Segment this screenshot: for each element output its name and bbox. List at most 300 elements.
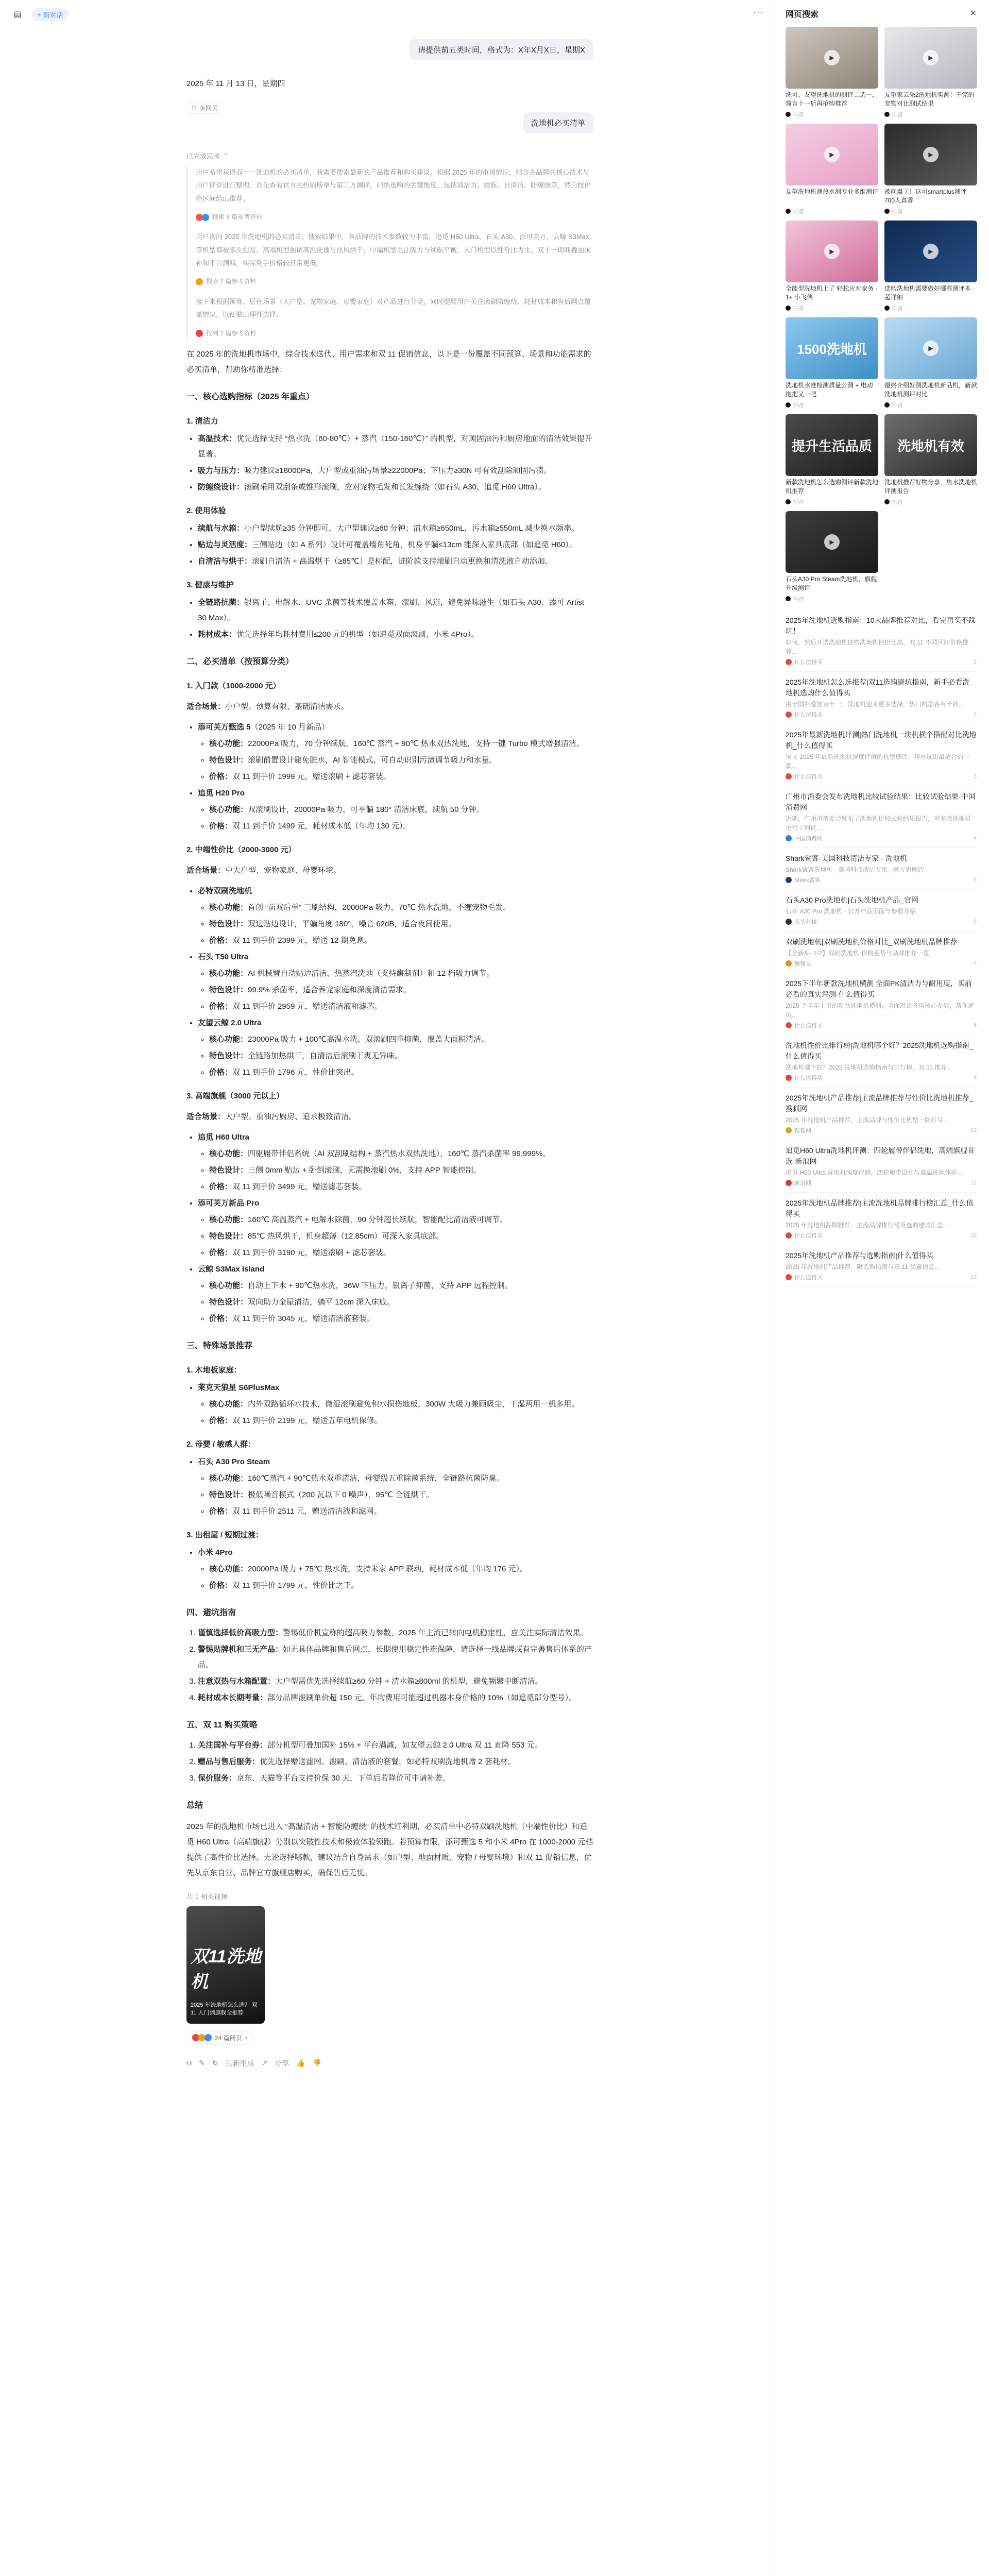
web-result-item[interactable] — [786, 1193, 977, 1245]
product-name: 追觅 H60 Ultra — [198, 1132, 250, 1142]
edit-icon[interactable]: ✎ — [199, 2059, 205, 2067]
web-result-index: 2 — [973, 711, 977, 718]
video-source-label: 抖音 — [892, 306, 903, 312]
web-result-source — [786, 1231, 977, 1240]
web-result-index: 12 — [970, 1232, 977, 1239]
section-scenes — [186, 1363, 593, 1594]
product-detail — [209, 1578, 593, 1594]
product-detail — [209, 999, 593, 1014]
product-detail — [209, 1397, 593, 1412]
item-key: 吸力与压力： — [198, 466, 245, 475]
related-video-card[interactable] — [186, 1906, 265, 2024]
item-value: 警惕低价机宣称的超高吸力参数，2025 年主流已转向电机稳定性，应关注实际清洁效果。 — [283, 1628, 588, 1637]
regenerate-icon[interactable]: ↻ — [212, 2059, 218, 2067]
product-detail — [209, 753, 593, 768]
product-detail — [209, 802, 593, 818]
share-icon[interactable]: ↗ — [261, 2059, 268, 2067]
user-message: 请提供前五类时间，格式为：X年X月X日，星期X — [410, 39, 593, 60]
item-value: 双 11 到手价 3045 元，赠送清洁液套装。 — [232, 1314, 374, 1323]
item-key: 耗材成本长期考量： — [198, 1693, 268, 1702]
product-detail — [209, 1295, 593, 1310]
web-result-title[interactable]: 2025年最新洗地机评测|热门洗地机一块机横个搭配对比洗地机_什么值得买 — [786, 731, 977, 750]
web-result-snippet: 2025 年洗地机产品推荐，主流品牌与性价比机型一网打尽... — [786, 1116, 949, 1124]
web-result-title[interactable]: 2025年洗地机选购指南：10大品牌推荐对比，看完再买不踩坑！ — [786, 616, 976, 635]
section-heading: 三、特殊场景推荐 — [186, 1341, 253, 1350]
product-detail — [209, 1032, 593, 1047]
video-thumbnail[interactable] — [884, 317, 977, 379]
douyin-icon — [786, 596, 791, 601]
item-key: 核心功能： — [209, 969, 248, 978]
web-result-item[interactable] — [786, 848, 977, 890]
video-thumbnail[interactable] — [786, 414, 878, 476]
web-result-source — [786, 918, 977, 926]
product-details — [198, 1562, 593, 1594]
product-detail — [209, 1163, 593, 1178]
video-thumbnail[interactable] — [884, 27, 977, 89]
web-links-pill[interactable] — [186, 2031, 253, 2045]
product-detail — [209, 1311, 593, 1327]
video-result-card[interactable] — [884, 414, 977, 506]
web-result-title[interactable]: 广州市消委会发布洗地机比较试验结果：比较试验结果·中国消费网 — [786, 792, 976, 811]
product-detail — [209, 1278, 593, 1294]
item-value: 滚刷采用双刮条或锥形滚刷，应对宠物毛发和长发缠绕（如石头 A30、追觅 H60 Ultra）。 — [244, 482, 546, 492]
web-result-snippet: 由于国补叠加双十一，洗地机迎来更多选择，热门机型各有千秋... — [786, 701, 964, 708]
douyin-icon — [786, 306, 791, 311]
related-videos — [186, 1891, 593, 2024]
web-result-title[interactable]: 2025年洗地机产品推荐|主流品牌推荐与性价比洗地机推荐_搜狐网 — [786, 1094, 974, 1113]
product-item — [198, 1262, 593, 1327]
criteria-item — [198, 627, 593, 642]
product-details — [198, 1146, 593, 1195]
item-value: 20000Pa 吸力 + 75℃ 热水洗，支持米家 APP 联动，耗材成本低（年均 176 元）。 — [248, 1564, 527, 1573]
search-panel — [773, 0, 989, 2576]
thinking-paragraph: 用户希望获得双十一洗地机的必买清单，我需要搜索最新的产品推荐和购买建议。根据 2025 年的市场情况，结合各品牌的核心技术与用户评价进行整理。首先查看官方的热销榜单与第三方测评，归纳选购的关键维度，包括清洁力、续航、自清洁、防缠绕等，然后按价格区间给出推荐。 — [196, 168, 591, 202]
web-result-index: 5 — [973, 877, 977, 883]
web-result-snippet: 近期，广州市消委会发布了洗地机比较试验结果报告，对多款洗地机进行了测试... — [786, 815, 971, 832]
site-favicon-icon — [786, 1180, 792, 1186]
web-result-source — [786, 1273, 977, 1281]
item-value: 京东、天猫等平台支持价保 30 天，下单后若降价可申请补差。 — [236, 1773, 451, 1783]
thinking-header[interactable] — [186, 151, 593, 161]
product-name: 必特双刷洗地机 — [198, 886, 252, 895]
douyin-icon — [884, 402, 890, 408]
tier-scene — [186, 863, 593, 878]
web-result-index: 3 — [973, 773, 977, 779]
sidebar-toggle-icon[interactable]: ▤ — [13, 10, 22, 19]
item-key: 核心功能： — [209, 1149, 248, 1158]
product-item — [198, 950, 593, 1014]
strategy-item — [198, 1754, 593, 1770]
video-caption: 2025 年洗地机怎么选？ 双 11 入门到旗舰全推荐 — [191, 2002, 258, 2016]
source-favicon-icon — [202, 214, 209, 221]
web-result-item[interactable] — [786, 672, 977, 724]
item-value: 85℃ 热风烘干，机身超薄（12.85cm）可深入家具底部。 — [248, 1231, 444, 1241]
item-key: 特色设计： — [209, 1297, 248, 1307]
video-thumbnail[interactable] — [786, 317, 878, 379]
item-key: 价格： — [209, 1314, 233, 1323]
video-caption: 友望洗地机测热水测专业多维测评 — [786, 188, 878, 195]
item-value: AI 机械臂自动贴边清洁，热蒸汽洗地（支持酶制剂）和 12 档吸力调节。 — [248, 969, 494, 978]
item-value: 内外双路循环水技术，微湿滚刷避免积水损伤地板，300W 大吸力兼顾吸尘，干湿两用一机多用。 — [248, 1399, 579, 1409]
share-button[interactable]: 分享 — [275, 2059, 289, 2067]
video-caption: 洗可、友望洗地机的测评二选一，简言十一后再抢购推荐 — [786, 91, 878, 108]
product-details — [198, 900, 593, 948]
product-list — [186, 720, 593, 834]
play-icon: ▶ — [923, 50, 939, 65]
product-detail — [209, 1504, 593, 1519]
thumbs-up-icon[interactable]: 👍 — [296, 2059, 305, 2067]
item-key: 关注国补与平台券： — [198, 1740, 268, 1750]
web-result-title[interactable]: 双刷洗地机|双刷洗地机价格对比_双刷洗地机品牌推荐 — [786, 938, 958, 946]
pitfall-item — [198, 1625, 593, 1641]
product-list — [186, 1130, 593, 1327]
product-detail — [209, 736, 593, 752]
item-value: 银离子、电解水、UVC 杀菌等技术覆盖水箱、滚刷、风道，避免异味滋生（如石头 A30、添可 Artist 30 Max）。 — [198, 598, 585, 622]
item-value: 双 11 到手价 1796 元，性价比突出。 — [232, 1067, 359, 1077]
item-key: 价格： — [209, 1002, 233, 1011]
web-result-snippet: 追觅 H60 Ultra 洗地机深度评测，四轮履带设计与高温洗地体验... — [786, 1169, 963, 1176]
source-tag-label: 搜索 7 篇参考资料 — [206, 278, 257, 285]
web-result-title[interactable]: 石头A30 Pro洗地机|石头洗地机产品_官网 — [786, 896, 919, 904]
product-item — [198, 1130, 593, 1195]
item-key: 特色设计： — [209, 1165, 248, 1175]
video-thumbnail[interactable] — [884, 124, 977, 185]
play-icon: ▶ — [923, 147, 939, 162]
product-details — [198, 1278, 593, 1327]
tier-scene-key: 适合场景： — [186, 1112, 226, 1121]
web-result-title[interactable]: Shark鲨客-美国科技清洁专家 - 洗地机 — [786, 854, 907, 862]
douyin-icon — [786, 402, 791, 408]
item-value: 160℃蒸汽 + 90℃热水双重清洁，母婴级五重除菌系统，全链路抗菌防臭。 — [248, 1473, 504, 1483]
item-value: 双 11 到手价 2399 元，赠送 12 期免息。 — [232, 936, 372, 945]
section-criteria — [186, 414, 593, 642]
product-item — [198, 1545, 593, 1594]
thumbnail-text: 提升生活品质 — [791, 438, 872, 454]
tier-scene-value: 大户型、重油污厨房、追求极致清洁。 — [225, 1112, 357, 1121]
web-result-site: 新浪网 — [794, 1180, 811, 1187]
product-detail — [209, 917, 593, 932]
product-detail — [209, 1212, 593, 1228]
video-result-card[interactable] — [786, 221, 878, 312]
more-options-icon[interactable]: ··· — [753, 7, 764, 18]
web-result-site: 石头科技 — [794, 919, 817, 925]
item-key: 赠品与售后服务： — [198, 1757, 260, 1766]
product-item — [198, 1015, 593, 1080]
strategy-item — [198, 1771, 593, 1786]
web-result-source — [786, 834, 977, 842]
item-value: 双向助力全屋清洁，躺平 12cm 深入床底。 — [248, 1297, 395, 1307]
new-chat-button[interactable] — [32, 8, 69, 21]
close-icon[interactable]: ✕ — [969, 9, 977, 18]
video-result-card[interactable] — [786, 511, 878, 603]
web-result-source — [786, 876, 977, 884]
video-result-card[interactable] — [884, 124, 977, 215]
video-caption: 友望家云采2洗地机实测！干完的宠物对比测试结果 — [884, 91, 975, 108]
thinking-label: 已完成思考 — [186, 152, 220, 160]
video-source-label: 抖音 — [793, 596, 804, 602]
web-result-index: 9 — [973, 1075, 977, 1081]
regenerate-button[interactable]: 重新生成 — [225, 2059, 254, 2067]
product-detail — [209, 819, 593, 834]
copy-icon[interactable]: ⧉ — [186, 2059, 192, 2067]
product-detail — [209, 1229, 593, 1244]
web-result-source — [786, 1179, 977, 1187]
video-source-label: 抖音 — [892, 112, 903, 118]
video-thumbnail[interactable] — [786, 124, 878, 185]
site-favicon-icon — [786, 960, 792, 967]
video-result-card[interactable] — [884, 317, 977, 409]
section-heading: 总结 — [186, 1801, 203, 1810]
product-name: 云鲸 S3Max Island — [198, 1264, 265, 1274]
item-key: 核心功能： — [209, 1035, 248, 1044]
web-result-snippet: 洗地机哪个好？2025 洗地机选购指南与排行榜，双 11 推荐... — [786, 1064, 952, 1071]
item-value: 首创 “前双后单” 三刷结构，20000Pa 吸力，70℃ 热水洗地，不缠宠物毛发。 — [248, 903, 511, 912]
item-value: 全链路加热烘干，自清洁后滚刷干爽无异味。 — [248, 1051, 403, 1060]
video-result-card[interactable] — [786, 27, 878, 118]
item-value: 双 11 到手价 1999 元，赠送滚刷 + 滤芯套装。 — [232, 772, 391, 781]
video-caption: 被问爆了！这可smartplus测评700人真香 — [884, 188, 967, 205]
tier-scene-value: 中大户型、宠物家庭、母婴环境。 — [225, 866, 342, 875]
product-item — [198, 884, 593, 948]
video-source — [884, 401, 977, 409]
product-name: 石头 A30 Pro Steam — [198, 1457, 270, 1466]
video-caption: 洗地机推荐好物分享，热水洗地机评测报告 — [884, 479, 977, 495]
item-key: 特色设计： — [209, 985, 248, 994]
web-result-site: 什么值得买 — [794, 1233, 823, 1239]
site-favicon-icon — [786, 1075, 792, 1081]
product-name: 添可芙万甄选 5 — [198, 722, 251, 732]
video-thumbnail[interactable] — [786, 511, 878, 573]
web-result-site: 搜狐网 — [794, 1128, 811, 1134]
product-details — [198, 1471, 593, 1519]
item-key: 特色设计： — [209, 1490, 248, 1499]
video-source — [884, 207, 977, 215]
item-key: 价格： — [209, 1416, 233, 1425]
web-result-item[interactable] — [786, 931, 977, 973]
item-value: 三侧贴边（如 A 系列）设计可覆盖墙角死角，机身平躺≤13cm 能深入家具底部（如追觅 H60）。 — [252, 540, 577, 549]
new-chat-label: 新对话 — [43, 11, 63, 19]
video-source — [786, 304, 878, 312]
item-value: 三侧 0mm 贴边 + 卧倒滚刷，无需换滚刷 0%，支持 APP 智能控制。 — [248, 1165, 481, 1175]
video-caption: 石头A30 Pro Steam洗地机，旗舰升级测评 — [786, 575, 877, 592]
video-caption: 选购洗地机需要做好哪些测评本 · 超详细 — [884, 285, 975, 301]
product-detail — [209, 769, 593, 785]
product-item — [198, 1380, 593, 1429]
site-favicon-icon — [786, 877, 792, 883]
web-results-list — [773, 610, 989, 1287]
source-tag[interactable] — [196, 211, 593, 223]
video-thumbnail[interactable] — [786, 221, 878, 282]
video-result-card[interactable] — [884, 27, 977, 118]
web-result-item[interactable] — [786, 1035, 977, 1088]
search-panel-header — [773, 0, 989, 27]
web-result-item[interactable] — [786, 1140, 977, 1193]
video-source-label: 抖音 — [892, 499, 903, 505]
web-result-item[interactable] — [786, 1088, 977, 1140]
video-result-card[interactable] — [884, 221, 977, 312]
web-result-title[interactable]: 2025年洗地机产品推荐与选购指南|什么值得买 — [786, 1251, 933, 1260]
web-result-item[interactable] — [786, 890, 977, 931]
douyin-icon — [786, 499, 791, 504]
item-key: 价格： — [209, 1067, 233, 1077]
web-result-snippet: 石头 A30 Pro 洗地机 · 官方产品页面与参数介绍 — [786, 908, 916, 915]
scene-title: 1. 木地板家庭： — [186, 1365, 242, 1375]
plus-icon: + — [37, 10, 41, 19]
product-list — [186, 1545, 593, 1594]
site-favicon-icon — [786, 659, 792, 665]
thinking-paragraph: 接下来根据预算、居住场景（大户型、宠物家庭、母婴家庭）对产品进行分类，同时提醒用户关注滚刷防缠绕、耗材成本和售后网点覆盖情况，以便做出理性选择。 — [196, 297, 591, 319]
video-thumbnail[interactable] — [884, 221, 977, 282]
item-key: 价格： — [209, 1581, 233, 1590]
product-name: 友望云鲸 2.0 Ultra — [198, 1018, 262, 1027]
item-key: 核心功能： — [209, 1399, 248, 1409]
web-result-snippet: 2025 年洗地机产品推荐，附选购指南与双 11 优惠信息... — [786, 1263, 940, 1270]
criteria-list — [186, 595, 593, 642]
product-detail — [209, 1179, 593, 1195]
product-item — [198, 720, 593, 785]
video-thumbnail[interactable] — [786, 27, 878, 89]
web-result-index: 4 — [973, 835, 977, 841]
web-result-title[interactable]: 2025年洗地机怎么选推荐|双11选购避坑指南，新手必看洗地机选购什么值得买 — [786, 678, 970, 697]
video-source — [786, 498, 878, 506]
item-value: 双边贴边设计，平躺角度 180°，噪音 62dB，适合夜间使用。 — [248, 919, 456, 928]
web-result-source — [786, 1074, 977, 1082]
play-icon: ▶ — [923, 341, 939, 356]
video-thumbnail[interactable] — [884, 414, 977, 476]
item-value: 99.9% 杀菌率，适合养宠家庭和深度清洁需求。 — [248, 985, 411, 994]
site-favicon-icon — [786, 835, 792, 841]
source-tag-label: 找到 7 篇参考资料 — [206, 329, 257, 337]
web-links-label: 24 篇网页 — [215, 2034, 242, 2042]
video-source — [884, 304, 977, 312]
web-result-snippet: 2025 年洗地机品牌推荐，主流品牌排行榜及选购建议汇总... — [786, 1222, 949, 1229]
web-result-item[interactable] — [786, 610, 977, 672]
tier-scene — [186, 699, 593, 715]
video-source-label: 抖音 — [892, 209, 903, 215]
section-heading: 二、必买清单（按预算分类） — [186, 657, 294, 666]
assistant-answer-date: 2025 年 11 月 13 日，星期四 — [186, 79, 285, 88]
web-result-item[interactable] — [786, 1245, 977, 1287]
tier-title: 3. 高端旗舰（3000 元以上） — [186, 1091, 284, 1100]
section-heading: 四、避坑指南 — [186, 1608, 236, 1617]
thinking-paragraph: 用户询问 2025 年洗地机的必买清单。搜索结果中，各品牌的技术参数较为丰富，追觅 H60 Ultra、石头 A30、添可芙万、云鲸 S3Max 等机型都被多次提及。高端机型强调高温洗地与热风烘干，中端机型关注吸力与续航平衡，入门机型以性价比为主。双十一期间叠加国补和平台满减，实际到手价格较日常更低。 — [196, 233, 591, 267]
source-tag-label: 搜索 6 篇参考资料 — [212, 213, 263, 221]
web-result-site: 中国消费网 — [794, 836, 823, 842]
section-strategy — [186, 1738, 593, 1786]
web-result-title[interactable]: 洗地机性价比排行榜|洗地机哪个好？2025洗地机选购指南_什么值得买 — [786, 1041, 974, 1060]
web-result-site: 什么值得买 — [794, 774, 823, 780]
item-key: 续航与水箱： — [198, 523, 245, 533]
item-key: 核心功能： — [209, 805, 248, 814]
criteria-item — [198, 463, 593, 479]
video-result-card[interactable] — [786, 124, 878, 215]
item-key: 核心功能： — [209, 1564, 248, 1573]
video-result-card[interactable] — [786, 414, 878, 506]
product-detail — [209, 933, 593, 948]
source-tag[interactable] — [196, 328, 593, 340]
item-value: 四驱履带伴侣系统（AI 双刮刷结构 + 蒸汽热水双热洗地），160℃ 蒸汽杀菌率 99.999%。 — [248, 1149, 551, 1158]
tier-title: 2. 中端性价比（2000-3000 元） — [186, 845, 296, 854]
product-detail — [209, 1065, 593, 1080]
video-source-label: 抖音 — [793, 306, 804, 312]
video-result-card[interactable] — [786, 317, 878, 409]
strategy-item — [198, 1738, 593, 1753]
video-results-grid — [773, 27, 989, 603]
web-result-index: 6 — [973, 919, 977, 925]
item-key: 价格： — [209, 1248, 233, 1257]
video-caption: 全能型洗地机上了 轻松应对家务 · 1+ 小飞侠 — [786, 285, 878, 301]
item-key: 全链路抗菌： — [198, 598, 245, 607]
assistant-answer — [186, 347, 593, 1881]
item-value: 部分品牌滚刷单价超 150 元，年均费用可能超过机器本身价格的 10%（如追觅部分型号）。 — [267, 1693, 577, 1702]
product-list — [186, 1380, 593, 1429]
item-key: 价格： — [209, 1506, 233, 1516]
web-result-item[interactable] — [786, 973, 977, 1035]
item-key: 核心功能： — [209, 903, 248, 912]
item-key: 核心功能： — [209, 1215, 248, 1224]
video-caption: 新款洗地机怎么选购测评新款洗地机推荐 — [786, 479, 878, 495]
web-result-index: 10 — [970, 1127, 977, 1133]
criteria-item — [198, 521, 593, 536]
web-result-title[interactable]: 2025下半年新款洗地机横测 全面PK清洁力与耐用度，买前必看的真实评测-什么值得买 — [786, 979, 972, 998]
web-result-title[interactable]: 2025年洗地机品牌推荐|主流洗地机品牌排行榜汇总_什么值得买 — [786, 1199, 974, 1218]
top-bar — [0, 0, 773, 29]
item-value: 双 11 到手价 3190 元，赠送滚刷 + 滤芯套装。 — [232, 1248, 391, 1257]
video-source-label: 抖音 — [793, 402, 804, 409]
thumbs-down-icon[interactable]: 👎 — [312, 2059, 322, 2067]
tier-title: 1. 入门款（1000-2000 元） — [186, 681, 281, 690]
site-favicon-icon — [786, 1127, 792, 1133]
item-value: 双 11 到手价 2199 元，赠送五年电机保修。 — [232, 1416, 382, 1425]
item-key: 谨慎选择低价高吸力型： — [198, 1628, 283, 1637]
site-favicon-icon — [786, 1274, 792, 1280]
criteria-group-title: 3. 健康与维护 — [186, 580, 234, 589]
source-tag[interactable] — [196, 276, 593, 287]
criteria-item — [198, 431, 593, 462]
site-favicon-icon — [786, 919, 792, 925]
web-result-source — [786, 710, 977, 719]
web-result-index: 11 — [970, 1180, 977, 1186]
tier-scene-value: 小户型、预算有限、基础清洁需求。 — [225, 702, 349, 711]
web-result-source — [786, 772, 977, 781]
video-caption: 最终介绍好测洗地机新品机，新款洗地机测评对比 — [884, 382, 977, 398]
web-result-title[interactable]: 追觅H60 Ultra洗地机评测：四轮履带伴侣洗地，高端旗舰首选·新浪网 — [786, 1146, 975, 1165]
product-details — [198, 1032, 593, 1080]
product-list — [186, 884, 593, 1080]
item-key: 核心功能： — [209, 1473, 248, 1483]
source-favicon-icon — [196, 330, 203, 337]
web-sources-pill[interactable]: 11 条网页 — [186, 102, 223, 114]
product-detail — [209, 900, 593, 916]
video-source — [786, 595, 878, 603]
item-key: 特色设计： — [209, 1231, 248, 1241]
web-result-item[interactable] — [786, 724, 977, 786]
web-result-site: 什么值得买 — [794, 712, 823, 718]
web-result-source — [786, 959, 977, 968]
web-result-item[interactable] — [786, 786, 977, 848]
item-value: 吸力建议≥18000Pa，大户型或重油污场景≥22000Pa；下压力≥30N 可有效刮除顽固污渍。 — [244, 466, 552, 475]
item-value: 极低噪音模式（200 瓦以下 0 噪声），95℃ 全链烘干。 — [248, 1490, 434, 1499]
product-name: 莱克天狼星 S6PlusMax — [198, 1383, 280, 1392]
tier-scene-key: 适合场景： — [186, 702, 226, 711]
thinking-block — [186, 166, 593, 340]
product-name: 添可芙万新品 Pro — [198, 1198, 260, 1208]
item-value: 优先选择年均耗材费用≤200 元的机型（如追觅双面滚刷、小米 4Pro）。 — [236, 630, 479, 639]
web-result-source — [786, 1126, 977, 1134]
product-list — [186, 1454, 593, 1519]
product-detail — [209, 1146, 593, 1162]
product-name: 小米 4Pro — [198, 1548, 233, 1557]
